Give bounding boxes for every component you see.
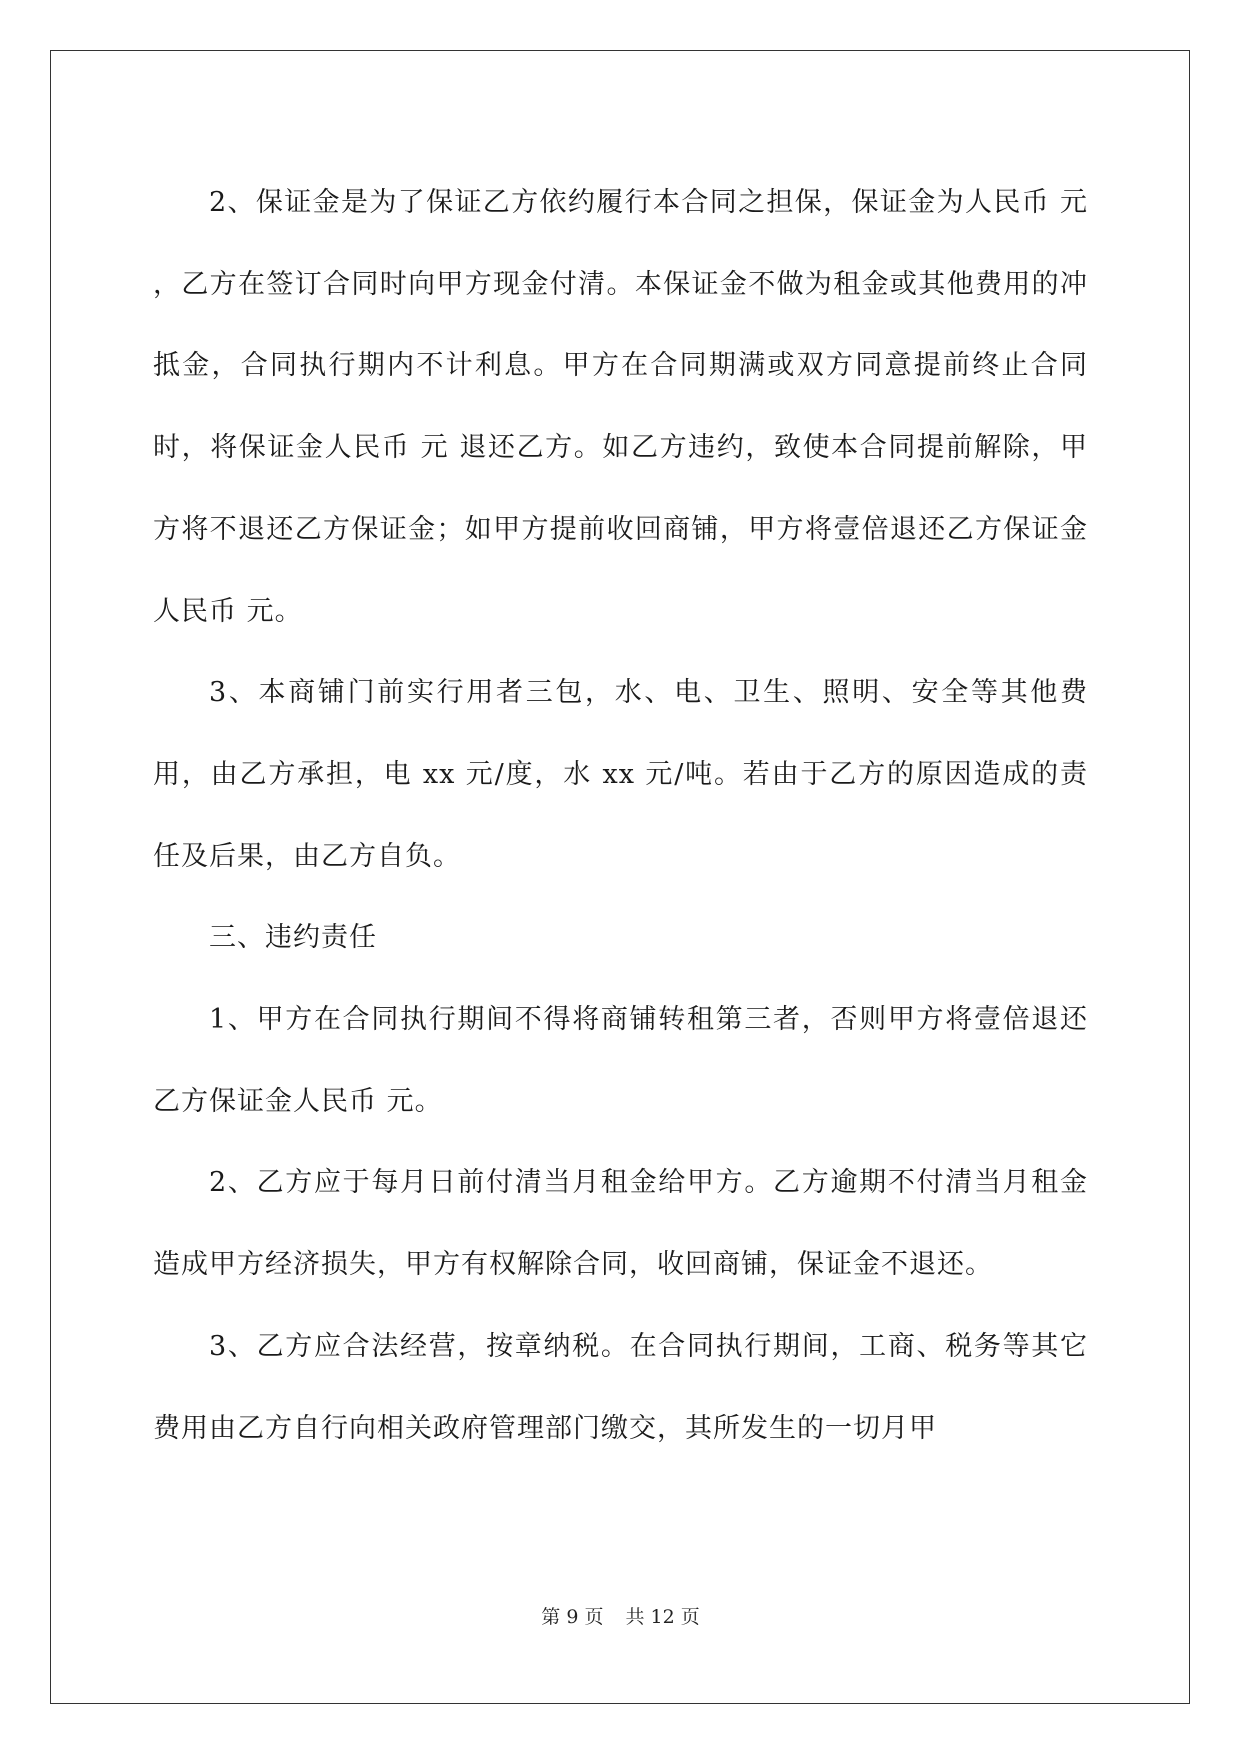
paragraph-utilities: 3、本商铺门前实行用者三包，水、电、卫生、照明、安全等其他费用，由乙方承担，电 xx 元/度，水 xx 元/吨。若由于乙方的原因造成的责任及后果，由乙方自负。	[153, 677, 1088, 872]
page-footer	[0, 1602, 1241, 1629]
section-heading-breach: 三、违约责任	[209, 922, 377, 954]
page-total: 共 12 页	[625, 1606, 700, 1628]
paragraph-rent-payment: 2、乙方应于每月日前付清当月租金给甲方。乙方逾期不付清当月租金造成甲方经济损失，甲方有权解除合同，收回商铺，保证金不退还。	[153, 1167, 1088, 1281]
page-number: 第 9 页	[541, 1606, 604, 1628]
document-body	[153, 162, 1088, 1469]
paragraph-sublease: 1、甲方在合同执行期间不得将商铺转租第三者，否则甲方将壹倍退还乙方保证金人民币 元。	[153, 1004, 1088, 1117]
paragraph-deposit-terms: 2、保证金是为了保证乙方依约履行本合同之担保，保证金为人民币 元 ，乙方在签订合同时向甲方现金付清。本保证金不做为租金或其他费用的冲抵金，合同执行期内不计利息。甲方在合同期满或双方同意提前终止合同时，将保证金人民币 元 退还乙方。如乙方违约，致使本合同提前解除，甲方将不退还乙方保证金；如甲方提前收回商铺，甲方将壹倍退还乙方保证金人民币 元。	[153, 187, 1088, 627]
paragraph-taxes: 3、乙方应合法经营，按章纳税。在合同执行期间，工商、税务等其它费用由乙方自行向相关政府管理部门缴交，其所发生的一切月甲	[153, 1330, 1088, 1444]
